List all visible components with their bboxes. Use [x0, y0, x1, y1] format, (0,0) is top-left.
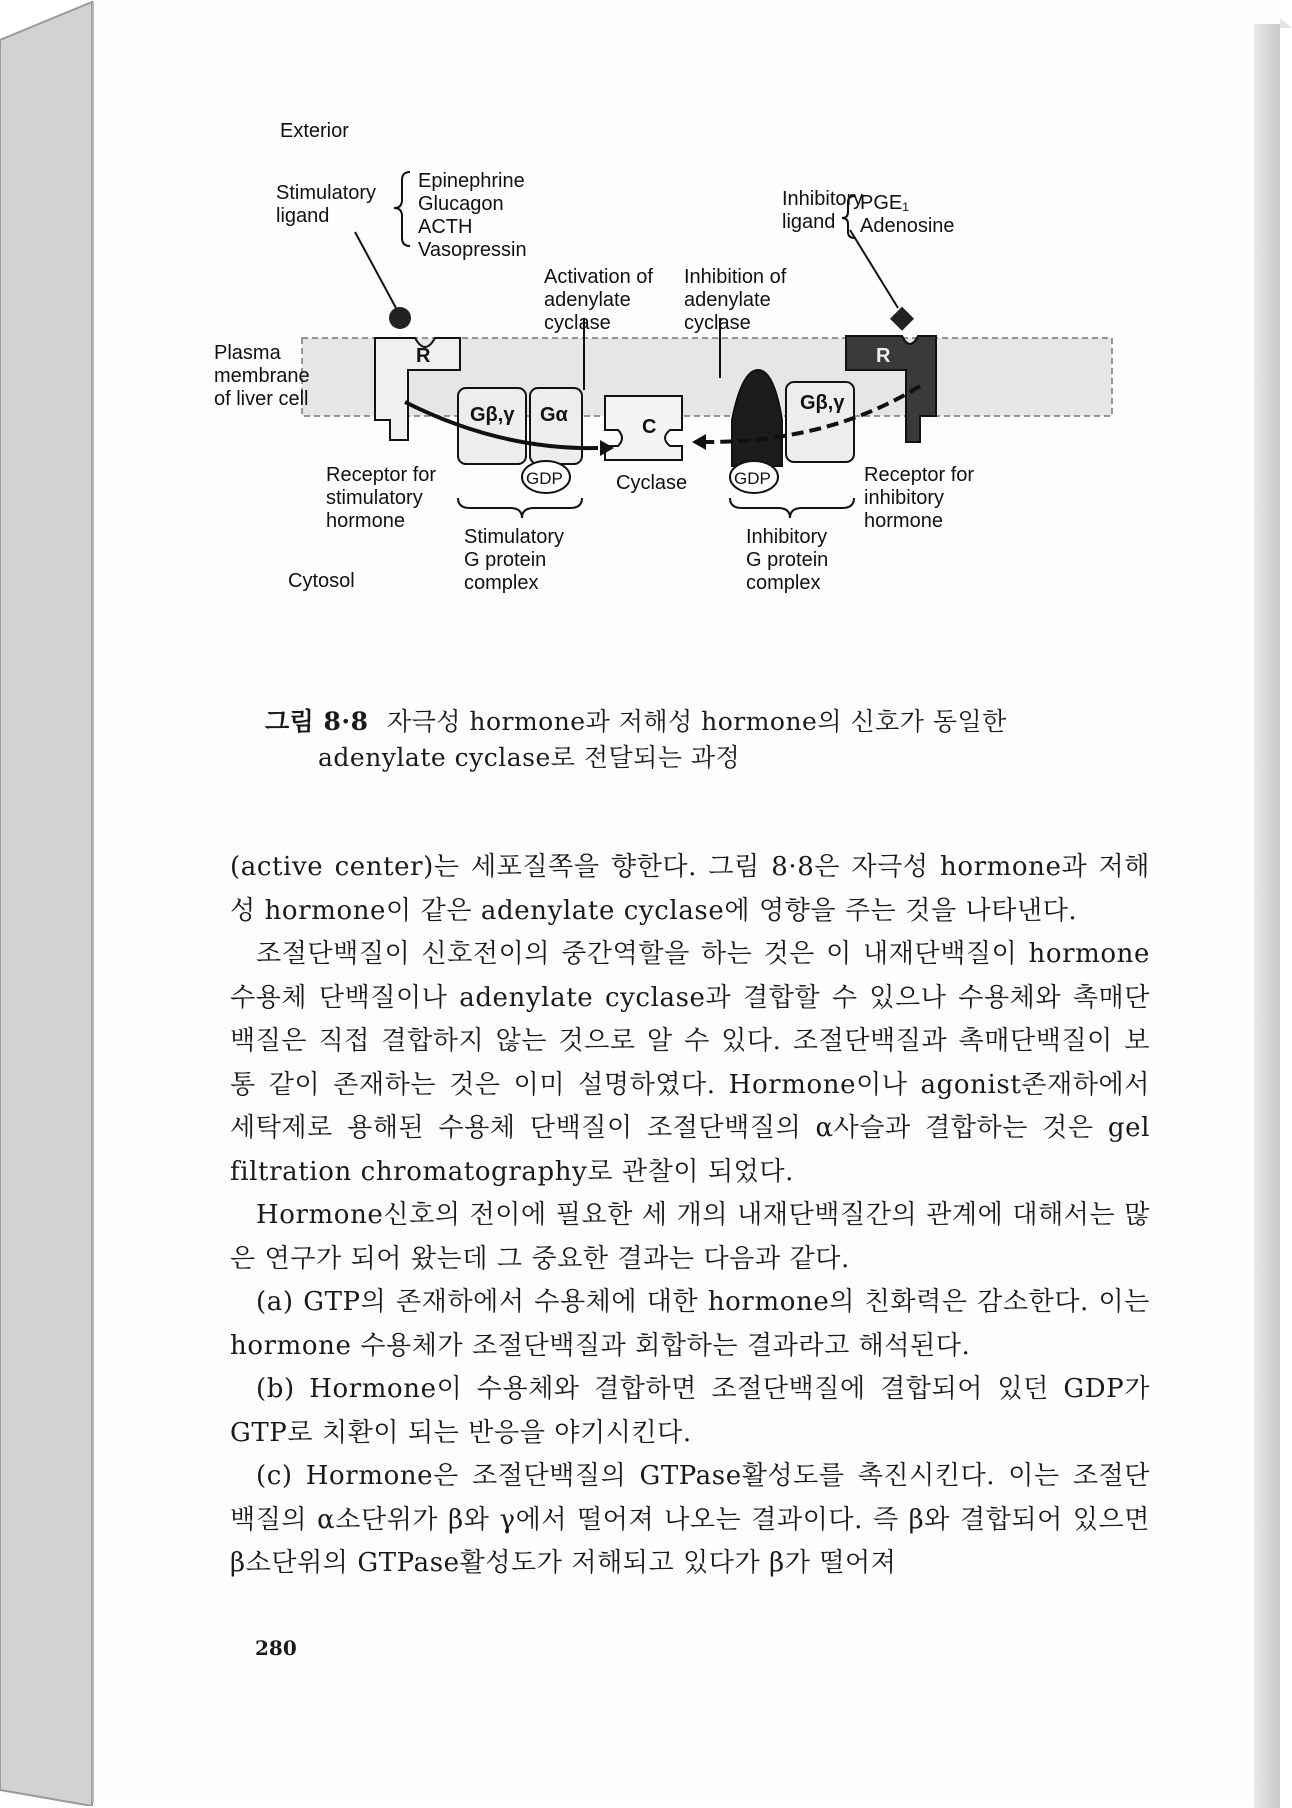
- inhibition-label: Inhibition of adenylate cyclase: [684, 266, 787, 334]
- activation-label: Activation of adenylate cyclase: [544, 266, 653, 334]
- inhibitory-ligand-diamond: [890, 307, 914, 331]
- paragraph: (c) Hormone은 조절단백질의 GTPase활성도를 촉진시킨다. 이는 조절단백질의 α소단위가 β와 γ에서 떨어져 나오는 결과이다. 즉 β와 결합되어 있으면 β소단위의 GTPase활성도가 저해되고 있다가 β가 떨어져: [230, 1461, 1150, 1578]
- caption-number: 그림 8·8: [265, 707, 369, 736]
- stim-complex-label: Stimulatory G protein complex: [464, 526, 565, 594]
- stimulatory-ligand-ball: [389, 307, 411, 329]
- cyclase-label: Cyclase: [616, 472, 688, 494]
- cyclase-c-label: C: [642, 416, 657, 438]
- inhibitory-ligand-list: PGE₁ Adenosine: [860, 192, 955, 237]
- inhib-gdp-label: GDP: [734, 469, 771, 488]
- body-text: [230, 846, 1150, 1586]
- paragraph: (active center)는 세포질쪽을 향한다. 그림 8·8은 자극성 hormone과 저해성 hormone이 같은 adenylate cyclase에 영향을 주는 것을 나타낸다.: [230, 852, 1150, 926]
- inhib-gbg-label: Gβ,γ: [800, 392, 845, 414]
- stim-ga-label: Gα: [540, 404, 568, 426]
- page-number: 280: [255, 1636, 297, 1660]
- cytosol-label: Cytosol: [288, 570, 355, 592]
- figure-caption: [265, 704, 1145, 776]
- stimulatory-ligand-label: Stimulatory ligand: [276, 182, 377, 227]
- stimulatory-ligand-list: Epinephrine Glucagon ACTH Vasopressin: [418, 170, 527, 261]
- exterior-label: Exterior: [280, 120, 349, 142]
- caption-line-2: adenylate cyclase로 전달되는 과정: [318, 743, 741, 772]
- stim-receptor-label: Receptor for stimulatory hormone: [326, 464, 437, 532]
- paragraph: 조절단백질이 신호전이의 중간역할을 하는 것은 이 내재단백질이 hormone수용체 단백질이나 adenylate cyclase과 결합할 수 있으나 수용체와 촉매단백질은 직접 결합하지 않는 것으로 알 수 있다. 조절단백질과 촉매단백질이 보통 같이 존재하는 것은 이미 설명하였다. Hormone이나 agonist존재하에서 세탁제로 용해된 수용체 단백질이 조절단백질의 α사슬과 결합하는 것은 gel filtration chromatography로 관찰이 되었다.: [230, 939, 1150, 1187]
- caption-line-1: 자극성 hormone과 저해성 hormone의 신호가 동일한: [386, 707, 1007, 736]
- paragraph: (a) GTP의 존재하에서 수용체에 대한 hormone의 친화력은 감소한다. 이는 hormone 수용체가 조절단백질과 회합하는 결과라고 해석된다.: [230, 1287, 1150, 1361]
- paragraph: Hormone신호의 전이에 필요한 세 개의 내재단백질간의 관계에 대해서는 많은 연구가 되어 왔는데 그 중요한 결과는 다음과 같다.: [230, 1200, 1150, 1274]
- inhibitory-ligand-label: Inhibitory ligand: [782, 188, 864, 233]
- figure-8-8: [214, 120, 1150, 700]
- page-edge: [1254, 24, 1280, 1808]
- paragraph: (b) Hormone이 수용체와 결합하면 조절단백질에 결합되어 있던 GDP가 GTP로 치환이 되는 반응을 야기시킨다.: [230, 1374, 1150, 1448]
- membrane-label: Plasma membrane of liver cell: [214, 342, 310, 410]
- stim-gbg-label: Gβ,γ: [470, 404, 515, 426]
- inhib-receptor-label: Receptor for inhibitory hormone: [864, 464, 975, 532]
- inhib-receptor-r-label: R: [876, 345, 891, 367]
- stim-gdp-label: GDP: [526, 469, 563, 488]
- receptor-r-label: R: [416, 345, 431, 367]
- inhib-complex-label: Inhibitory G protein complex: [746, 526, 829, 594]
